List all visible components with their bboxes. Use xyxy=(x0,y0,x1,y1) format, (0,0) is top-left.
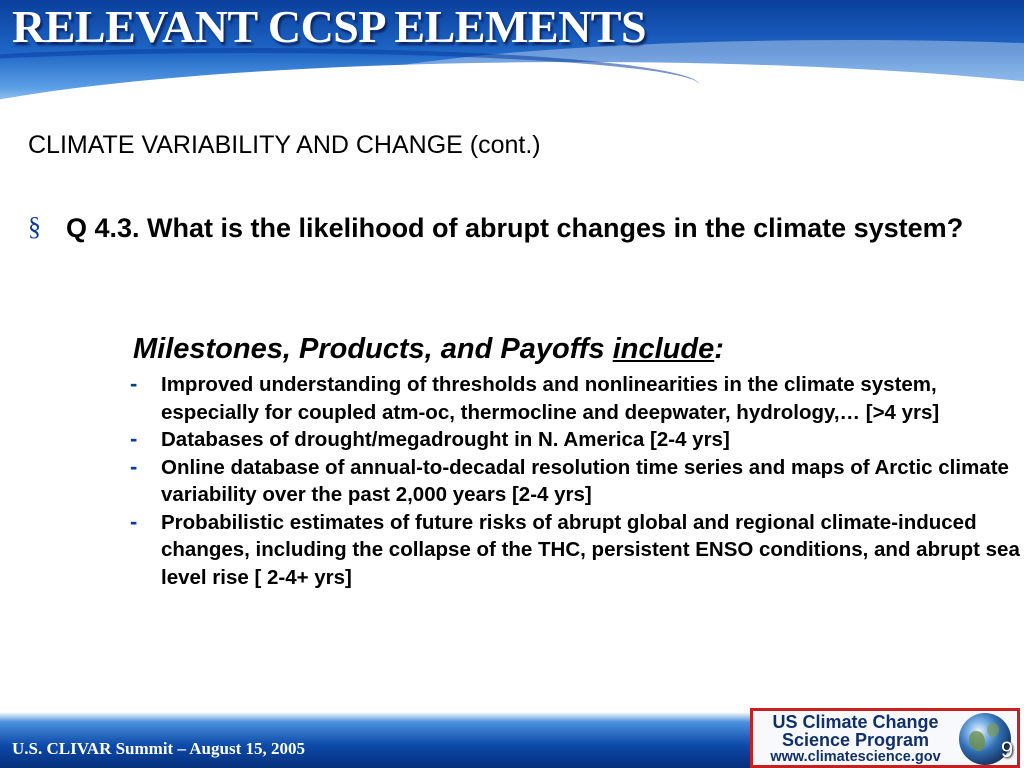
dash-bullet-icon: - xyxy=(130,426,138,451)
list-item-text: Improved understanding of thresholds and nonlinearities in the climate system, especially for coupled atm-oc, thermocline and deepwater, hydrology,… [>4 yrs] xyxy=(161,373,940,424)
milestones-heading xyxy=(133,333,724,366)
ccsp-logo xyxy=(750,708,1020,768)
list-item-text: Probabilistic estimates of future risks of abrupt global and regional climate-induced changes, including the collapse of the THC, persistent ENSO conditions, and abrupt sea level rise [ 2-4+ yrs] xyxy=(161,510,1020,589)
list-item xyxy=(130,371,1020,426)
logo-line-2: Science Program xyxy=(781,730,930,750)
dash-bullet-icon: - xyxy=(130,371,138,396)
milestones-heading-underlined: include xyxy=(612,333,715,365)
question-text: Q 4.3. What is the likelihood of abrupt changes in the climate system? xyxy=(66,213,964,243)
logo-line-1: US Climate Change xyxy=(772,712,939,732)
milestones-heading-prefix: Milestones, Products, and Payoffs xyxy=(133,333,613,365)
section-bullet-icon: § xyxy=(28,212,41,241)
dash-bullet-icon: - xyxy=(130,508,138,534)
page-number: 9 xyxy=(1000,737,1014,762)
title-banner xyxy=(0,0,1024,118)
list-item xyxy=(130,426,1020,454)
milestones-list xyxy=(130,371,1020,591)
milestones-heading-suffix: : xyxy=(714,333,724,365)
section-heading: CLIMATE VARIABILITY AND CHANGE (cont.) xyxy=(28,131,541,159)
dash-bullet-icon: - xyxy=(130,453,138,479)
list-item xyxy=(130,454,1020,509)
slide-title: RELEVANT CCSP ELEMENTS xyxy=(12,1,647,52)
list-item xyxy=(130,509,1020,592)
globe-land-shape xyxy=(987,723,999,737)
list-item-text: Databases of drought/megadrought in N. America [2-4 yrs] xyxy=(161,428,730,451)
footer-event: U.S. CLIVAR Summit – August 15, 2005 xyxy=(12,739,305,758)
globe-land-shape xyxy=(969,731,985,751)
list-item-text: Online database of annual-to-decadal resolution time series and maps of Arctic climate variability over the past 2,000 years [2-4 yrs] xyxy=(161,455,1009,506)
logo-url: www.climatescience.gov xyxy=(770,749,941,765)
